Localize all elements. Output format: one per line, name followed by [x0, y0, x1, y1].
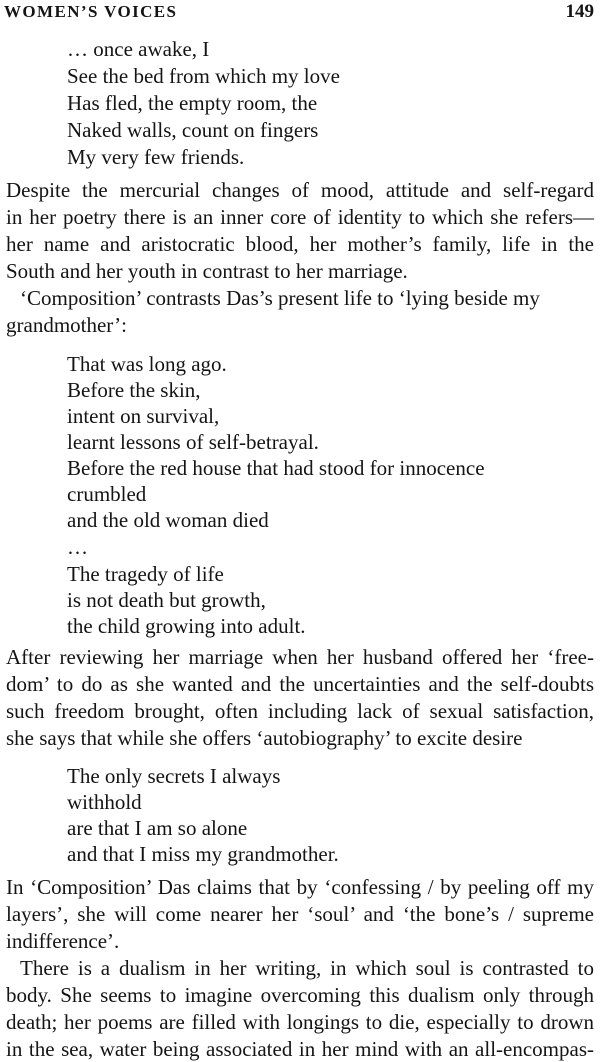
verse-line: Has fled, the empty room, the [67, 91, 318, 115]
prose-line: in her poetry there is an inner core of identity to which she refers— [6, 205, 594, 229]
prose-line: grandmother’: [6, 313, 127, 337]
verse-line: crumbled [67, 482, 147, 506]
prose-line: South and her youth in contrast to her marriage. [6, 259, 408, 283]
verse-line: and the old woman died [67, 508, 269, 532]
prose-line: such freedom brought, often including lack of sexual satisfaction, [6, 699, 594, 723]
prose-line: After reviewing her marriage when her husband offered her ‘free- [6, 645, 594, 669]
page-header [4, 0, 596, 26]
verse-line: The tragedy of life [67, 562, 224, 586]
verse-line: is not death but growth, [67, 588, 266, 612]
prose-line: in the sea, water being associated in her mind with an all-encompas- [6, 1037, 594, 1061]
prose-line: death; her poems are filled with longings to die, especially to drown [6, 1010, 594, 1034]
verse-line: are that I am so alone [67, 816, 248, 840]
prose-line: body. She seems to imagine overcoming this dualism only through [6, 983, 594, 1007]
prose-line: her name and aristocratic blood, her mother’s family, life in the [6, 232, 594, 256]
verse-line: the child growing into adult. [67, 614, 306, 638]
verse-line: My very few friends. [67, 145, 245, 169]
prose-line: In ‘Composition’ Das claims that by ‘confessing / by peeling off my [6, 875, 594, 899]
verse-line: See the bed from which my love [67, 64, 340, 88]
prose-line: There is a dualism in her writing, in which soul is contrasted to [20, 956, 594, 980]
verse-line: Before the red house that had stood for innocence [67, 456, 485, 480]
prose-line: layers’, she will come nearer her ‘soul’ and ‘the bone’s / supreme [6, 902, 594, 926]
verse-line: and that I miss my grandmother. [67, 842, 339, 866]
verse-line: learnt lessons of self-betrayal. [67, 430, 319, 454]
page-number: 149 [565, 1, 594, 22]
running-head: WOMEN’S VOICES [4, 2, 178, 21]
verse-line: withhold [67, 790, 142, 814]
verse-line: Naked walls, count on fingers [67, 118, 319, 142]
verse-line: Before the skin, [67, 378, 201, 402]
prose-line: dom’ to do as she wanted and the uncertainties and the self-doubts [6, 672, 594, 696]
verse-line: That was long ago. [67, 352, 227, 376]
prose-line: Despite the mercurial changes of mood, attitude and self-regard [6, 178, 594, 202]
prose-line: she says that while she offers ‘autobiography’ to excite desire [6, 726, 523, 750]
verse-line: … once awake, I [67, 37, 210, 61]
verse-ellipsis: … [67, 535, 88, 559]
prose-line: indifference’. [6, 929, 120, 953]
prose-line: ‘Composition’ contrasts Das’s present life to ‘lying beside my [20, 286, 540, 310]
verse-line: The only secrets I always [67, 764, 281, 788]
verse-line: intent on survival, [67, 404, 220, 428]
